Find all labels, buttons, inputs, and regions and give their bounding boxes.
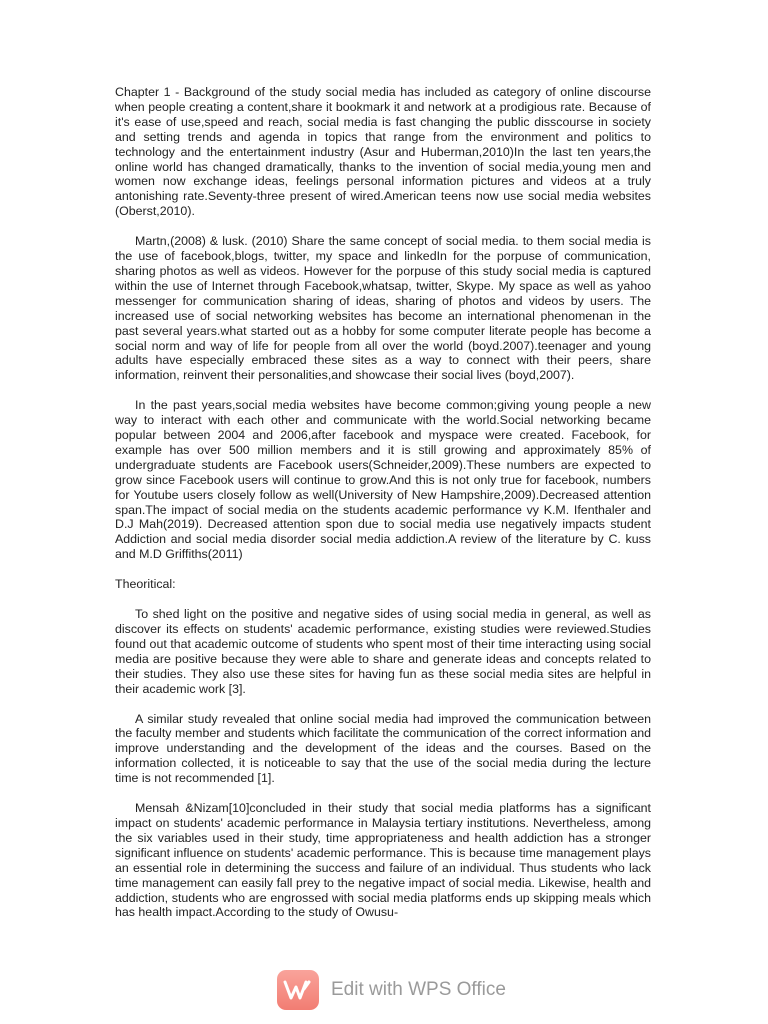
paragraph-chapter-background: Chapter 1 - Background of the study social media has included as category of online discourse when people creating a content,share it bookmark it and network at a prodigious rate. Because of it's ease of use,speed and reach, social media is fast changing the public disscourse in society and setting trends and agenda in topics that range from the environment and politics to technology and the entertainment industry (Asur and Huberman,2010)In the last ten years,the online world has changed dramatically, thanks to the invention of social media,young men and women now exchange ideas, feelings personal information pictures and videos at a truly antonishing rate.Seventy-three present of wired.American teens now use social media websites (Oberst,2010). (115, 85, 651, 219)
section-heading-theoritical: Theoritical: (115, 577, 176, 592)
wps-watermark-label: Edit with WPS Office (331, 979, 506, 1000)
paragraph-social-media-concept: Martn,(2008) & lusk. (2010) Share the same concept of social media. to them social media is the use of facebook,blogs, twitter, my space and linkedIn for the porpuse of communication, sharing photos as well as videos. However for the porpuse of this study social media is captured within the use of Internet through Facebook,whatsap, twitter, Skype. My space as well as yahoo messenger for communication sharing of ideas, sharing of photos and videos by users. The increased use of social networking websites has become an international phenomenan in the past several years.what started out as a hobby for some computer literate people has become a social norm and way of life for people from all over the world (boyd.2007).teenager and young adults have especially embraced these sites as a way to connect with their peers, share information, reinvent their personalities,and showcase their social lives (boyd,2007). (115, 234, 651, 383)
wps-watermark[interactable] (277, 968, 517, 1012)
paragraph-positive-negative-sides: To shed light on the positive and negative sides of using social media in general, as well as discover its effects on students' academic performance, existing studies were reviewed.Studies found out that academic outcome of students who spent most of their time interacting using social media are positive because they were able to share and generate ideas and concepts related to their studies. They also use these sites for having fun as these social media sites are helpful in their academic work [3]. (115, 607, 651, 696)
wps-logo-icon (277, 970, 319, 1010)
paragraph-mensah-nizam: Mensah &Nizam[10]concluded in their study that social media platforms has a significant impact on students' academic performance in Malaysia tertiary institutions. Nevertheless, among the six variables used in their study, time appropriateness and health addiction has a stronger significant influence on students' academic performance. This is because time management plays an essential role in determining the success and failure of an individual. Thus students who lack time management can easily fall prey to the negative impact of social media. Likewise, health and addiction, students who are engrossed with social media platforms ends up skipping meals which has health impact.According to the study of Owusu- (115, 801, 651, 920)
paragraph-social-media-growth: In the past years,social media websites have become common;giving young people a new way to interact with each other and communicate with the world.Social networking became popular between 2004 and 2006,after facebook and myspace were created. Facebook, for example has over 500 million members and it is still growing and approximately 85% of undergraduate students are Facebook users(Schneider,2009).These numbers are expected to grow since Facebook users will continue to grow.And this is not only true for facebook, numbers for Youtube users closely follow as well(University of New Hampshire,2009).Decreased attention span.The impact of social media on the students academic performance vy K.M. Ifenthaler and D.J Mah(2019). Decreased attention spon due to social media use negatively impacts student Addiction and social media disorder social media addiction.A review of the literature by C. kuss and M.D Griffiths(2011) (115, 398, 651, 562)
document-page (115, 85, 651, 935)
paragraph-similar-study: A similar study revealed that online social media had improved the communication between the faculty member and students which facilitate the communication of the correct information and improve understanding and the development of the ideas and the courses. Based on the information collected, it is noticeable to say that the use of the social media during the lecture time is not recommended [1]. (115, 711, 651, 786)
